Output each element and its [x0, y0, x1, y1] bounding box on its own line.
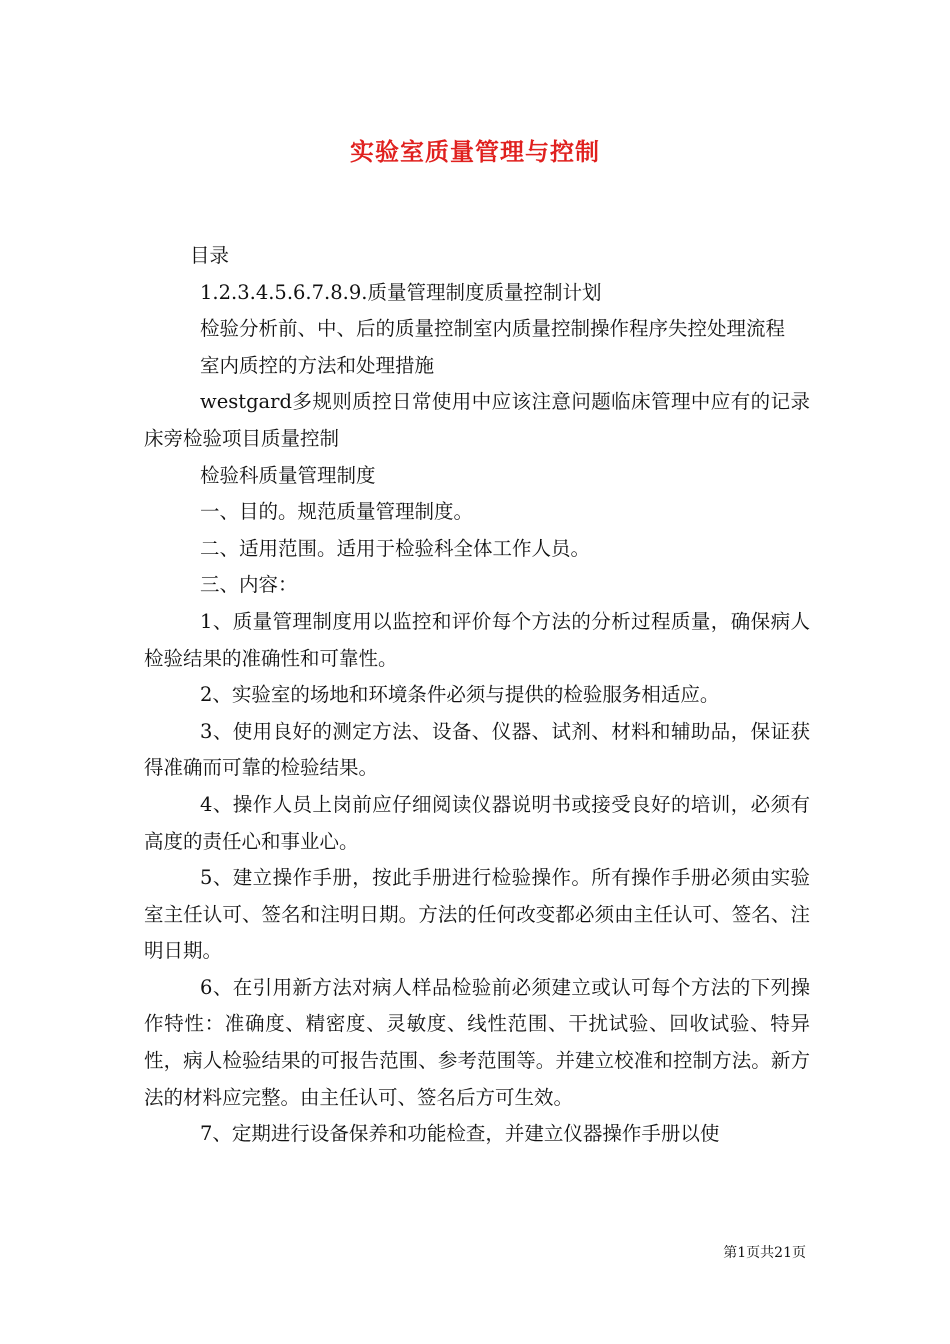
document-body — [144, 238, 810, 1153]
paragraph: 4、操作人员上岗前应仔细阅读仪器说明书或接受良好的培训，必须有高度的责任心和事业心。 — [144, 792, 810, 853]
paragraph: westgard多规则质控日常使用中应该注意问题临床管理中应有的记录床旁检验项目质量控制 — [144, 390, 810, 450]
paragraph: 3、使用良好的测定方法、设备、仪器、试剂、材料和辅助品，保证获得准确而可靠的检验结果。 — [144, 719, 810, 780]
page-number: 第1页共21页 — [723, 1245, 806, 1261]
paragraph: 2、实验室的场地和环境条件必须与提供的检验服务相适应。 — [200, 683, 720, 707]
section-heading: 检验科质量管理制度 — [200, 463, 376, 487]
paragraph: 三、内容： — [200, 573, 298, 597]
paragraph: 5、建立操作手册，按此手册进行检验操作。所有操作手册必须由实验室主任认可、签名和注明日期。方法的任何改变都必须由主任认可、签名、注明日期。 — [144, 866, 810, 963]
paragraph: 室内质控的方法和处理措施 — [200, 353, 435, 377]
paragraph: 7、定期进行设备保养和功能检查，并建立仪器操作手册以使 — [200, 1122, 720, 1146]
paragraph: 1、质量管理制度用以监控和评价每个方法的分析过程质量，确保病人检验结果的准确性和可靠性。 — [144, 609, 810, 670]
paragraph: 1.2.3.4.5.6.7.8.9.质量管理制度质量控制计划 — [200, 280, 602, 304]
paragraph: 6、在引用新方法对病人样品检验前必须建立或认可每个方法的下列操作特性：准确度、精密度、灵敏度、线性范围、干扰试验、回收试验、特异性，病人检验结果的可报告范围、参考范围等。并建立校准和控制方法。新方法的材料应完整。由主任认可、签名后方可生效。 — [144, 975, 810, 1109]
paragraph: 检验分析前、中、后的质量控制室内质量控制操作程序失控处理流程 — [200, 317, 786, 341]
paragraph: 一、目的。规范质量管理制度。 — [200, 500, 474, 524]
document-title: 实验室质量管理与控制 — [350, 138, 600, 166]
toc-heading: 目录 — [190, 244, 230, 267]
paragraph: 二、适用范围。适用于检验科全体工作人员。 — [200, 536, 591, 560]
